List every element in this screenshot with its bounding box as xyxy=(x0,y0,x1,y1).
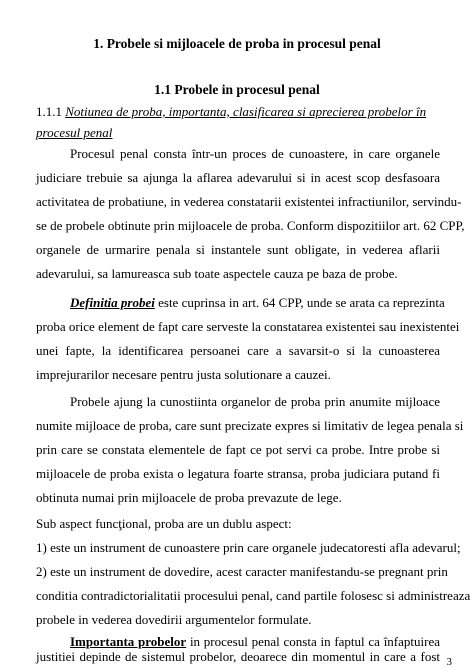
para1-line: organele de urmarire penala si instantele sunt obligate, in vederea aflarii xyxy=(36,242,440,257)
aspect-item-1: 1) este un instrument de cunoastere prin care organele judecatoresti afla adevarul; xyxy=(36,540,461,555)
subsection-title-text: Notiunea de proba, importanta, clasificarea si aprecierea probelor în xyxy=(65,104,427,119)
aspect-intro: Sub aspect funcţional, proba are un dublu aspect: xyxy=(36,516,292,531)
para2-line: unei fapte, la identificarea persoanei care a savarsit-o si la cunoasterea xyxy=(36,343,440,358)
section-heading: 1.1 Probele in procesul penal xyxy=(154,82,320,97)
para4-line: justitiei depinde de sistemul probelor, deoarece din momentul in care a fost xyxy=(36,649,440,664)
aspect-item-2: 2) este un instrument de dovedire, acest caracter manifestandu-se pregnant prin xyxy=(36,564,448,579)
para1-line: Procesul penal consta într-un proces de cunoastere, in care organele xyxy=(70,146,440,161)
para1-line: adevarului, sa lamureasca sub toate aspectele cauza pe baza de probe. xyxy=(36,266,398,281)
para1-line: se de probele obtinute prin mijloacele de proba. Conform dispozitiilor art. 62 CPP, xyxy=(36,218,465,233)
para4-text: in procesul penal consta in faptul ca înfaptuirea xyxy=(186,634,440,649)
para1-line: activitatea de probatiune, in vederea constatarii existentei infractiunilor, servindu- xyxy=(36,194,462,209)
para2-line: imprejurarilor necesare pentru justa solutionare a cauzei. xyxy=(36,367,331,382)
para3-line: prin care se constata elementele de fapt ce pot servi ca probe. Intre probe si xyxy=(36,442,440,457)
subsection-number: 1.1.1 xyxy=(36,104,62,119)
page-number: 3 xyxy=(446,656,452,668)
para2-line: proba orice element de fapt care serveste la constatarea existentei sau inexistentei xyxy=(36,319,460,334)
aspect-item-2: conditia contradictorialitatii procesului penal, cand partile folosesc si administreaza xyxy=(36,588,471,603)
chapter-heading: 1. Probele si mijloacele de proba in procesul penal xyxy=(93,36,381,51)
para2-line xyxy=(70,295,445,310)
aspect-item-2: probele in vederea dovedirii argumentelor formulate. xyxy=(36,612,312,627)
para1-line: judiciare trebuie sa ajunga la aflarea adevarului si in acest scop desfasoara xyxy=(36,170,440,185)
para4-line xyxy=(70,634,440,649)
definition-term: Definitia probei xyxy=(70,295,155,310)
para2-text: este cuprinsa in art. 64 CPP, unde se arata ca reprezinta xyxy=(154,295,445,310)
para3-line: numite mijloace de proba, care sunt precizate expres si limitativ de legea penala si xyxy=(36,418,464,433)
para3-line: mijloacele de proba exista o legatura foarte stransa, proba judiciara putand fi xyxy=(36,466,440,481)
para3-line: Probele ajung la cunostiinta organelor de proba prin anumite mijloace xyxy=(70,394,440,409)
importance-term: Importanta probelor xyxy=(70,634,187,649)
para3-line: obtinuta numai prin mijloacele de proba prevazute de lege. xyxy=(36,490,342,505)
subsection-title xyxy=(36,104,426,119)
subsection-title-cont: procesul penal xyxy=(36,125,113,140)
